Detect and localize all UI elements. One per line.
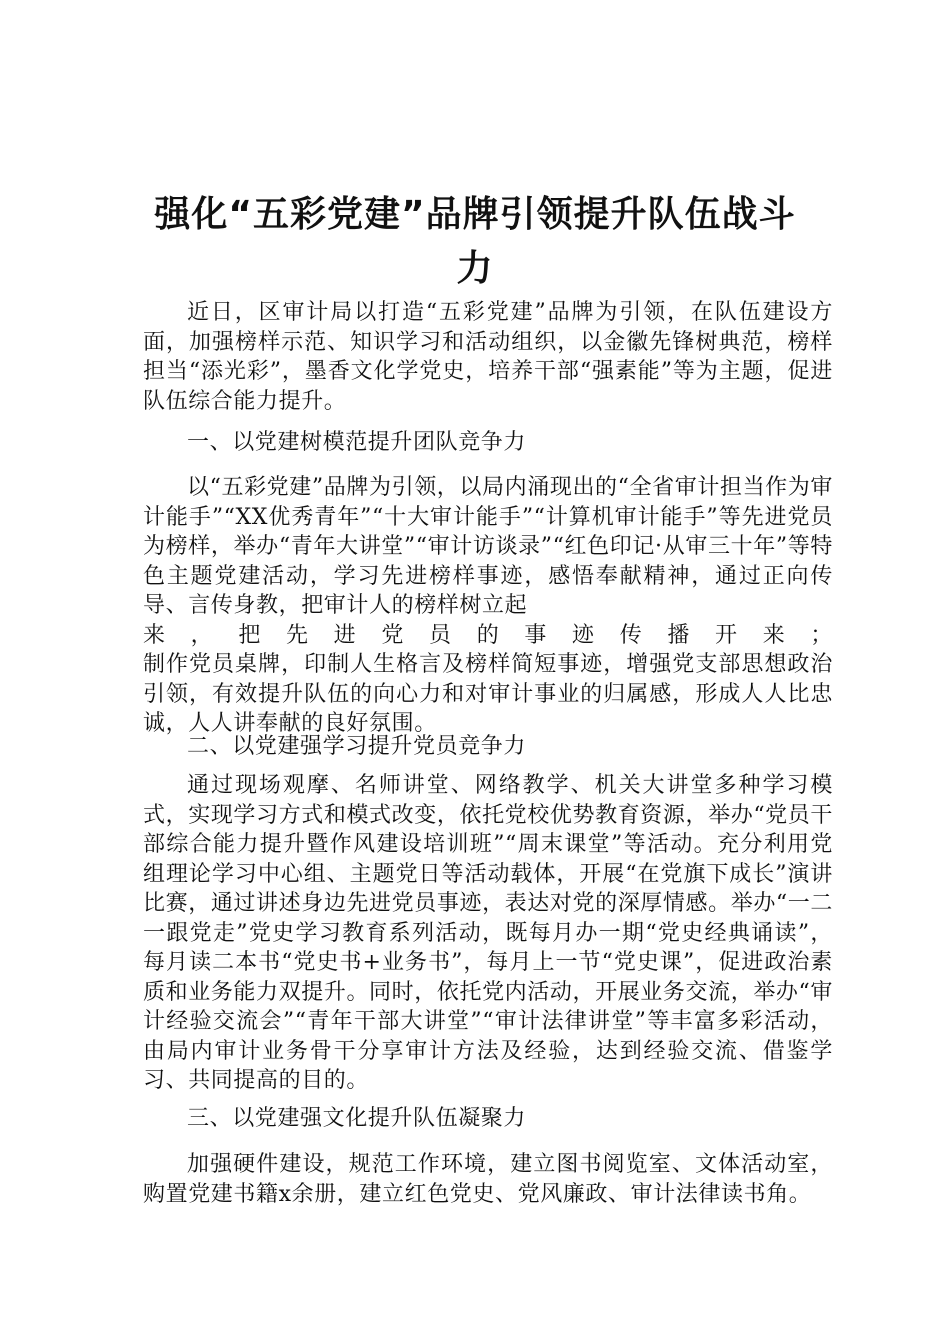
section-2-paragraph: 通过现场观摩、名师讲堂、网络教学、机关大讲堂多种学习模式，实现学习方式和模式改变，依托党校优势教育资源，举办“党员干部综合能力提升暨作风建设培训班”“周末课堂”等活动。充分利用党组理论学习中心组、主题党日等活动载体，开展“在党旗下成长”演讲比赛，通过讲述身边先进党员事迹，表达对党的深厚情感。举办“一二一跟党走”党史学习教育系列活动，既每月办一期“党史经典诵读”，每月读二本书“党史书+业务书”，每月上一节“党史课”，促进政治素质和业务能力双提升。同时，依托党内活动，开展业务交流，举办“审计经验交流会”“青年干部大讲堂”“审计法律讲堂”等丰富多彩活动，由局内审计业务骨干分享审计方法及经验，达到经验交流、借鉴学习、共同提高的目的。 [143, 773, 833, 1093]
section-2-heading: 二、以党建强学习提升党员竞争力 [187, 734, 527, 759]
section-3-paragraph: 加强硬件建设，规范工作环境，建立图书阅览室、文体活动室，购置党建书籍x余册，建立红色党史、党风廉政、审计法律读书角。 [143, 1152, 833, 1207]
section-1-paragraph-a: 以“五彩党建”品牌为引领，以局内涌现出的“全省审计担当作为审计能手”“XX优秀青年”“十大审计能手”“计算机审计能手”等先进党员为榜样，举办“青年大讲堂”“审计访谈录”“红色印记·从审三十年”等特色主题党建活动，学习先进榜样事迹，感悟奉献精神，通过正向传导、言传身教，把审计人的榜样树立起 [143, 475, 833, 618]
document-title: 强化“五彩党建”品牌引领提升队伍战斗力 [154, 194, 796, 289]
section-1-heading: 一、以党建树模范提升团队竞争力 [187, 430, 527, 455]
section-1-body [143, 473, 833, 739]
section-1-paragraph-b: 制作党员桌牌，印制人生格言及榜样简短事迹，增强党支部思想政治引领，有效提升队伍的向心力和对审计事业的归属感，形成人人比忠诚，人人讲奉献的良好氛围。 [143, 652, 833, 736]
section-3-heading: 三、以党建强文化提升队伍凝聚力 [187, 1106, 527, 1131]
intro-paragraph: 近日，区审计局以打造“五彩党建”品牌为引领，在队伍建设方面，加强榜样示范、知识学习和活动组织，以金徽先锋树典范，榜样担当“添光彩”，墨香文化学党史，培养干部“强素能”等为主题，促进队伍综合能力提升。 [143, 300, 833, 414]
section-1-paragraph-spread: 来，把先进党员的事迹传播开来； [143, 622, 833, 648]
